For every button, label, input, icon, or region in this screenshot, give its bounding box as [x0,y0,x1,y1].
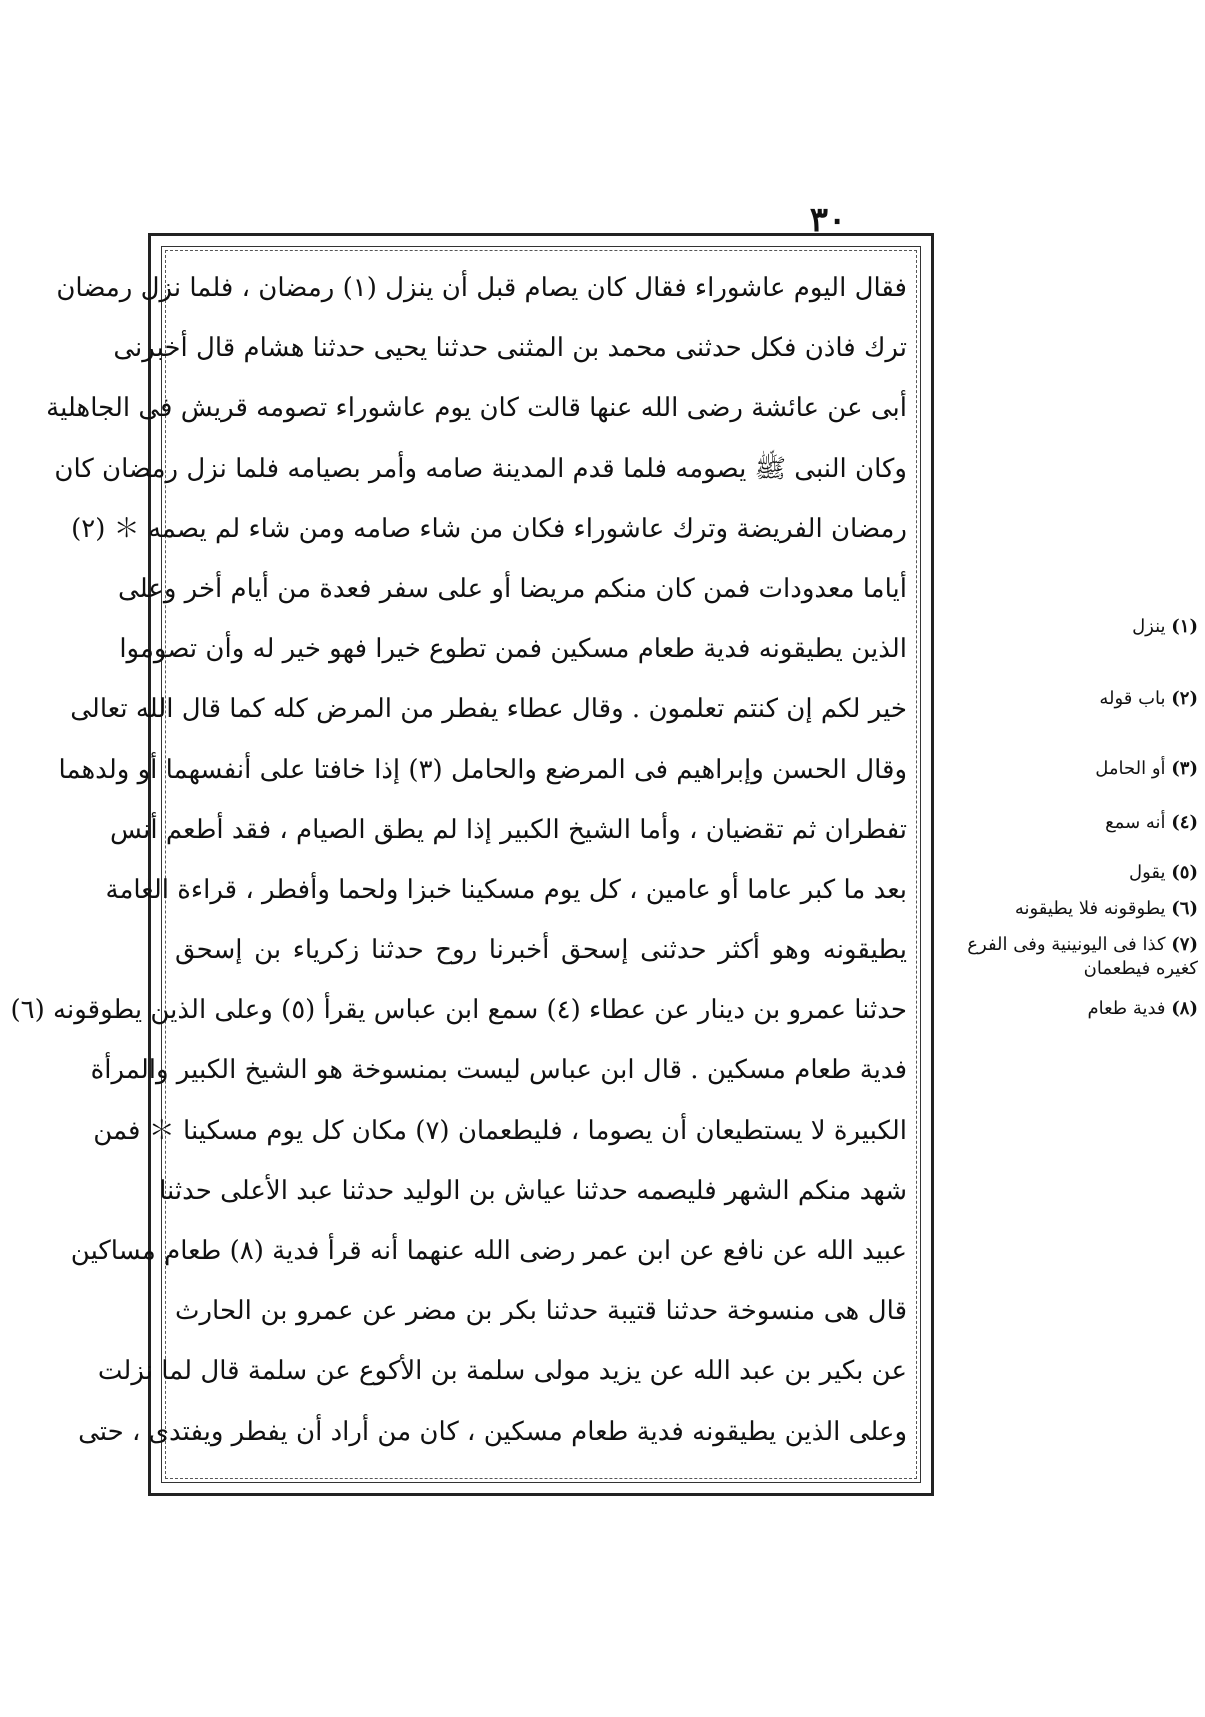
text-frame [10,233,934,1496]
text-line: قال هى منسوخة حدثنا قتيبة حدثنا بكر بن مضر عن عمرو بن الحارث [175,1296,907,1327]
margin-note [938,997,1198,1021]
note-number: (٦) [1171,898,1198,919]
text-line: يطيقونه وهو أكثر حدثنى إسحق أخبرنا روح حدثنا زكرياء بن إسحق [175,935,907,966]
note-text: أنه سمع [1105,812,1166,833]
note-text: ينزل [1132,616,1166,637]
note-number: (٨) [1171,998,1198,1019]
text-line: رمضان الفريضة وترك عاشوراء فكان من شاء صامه ومن شاء لم يصمه ＊ (٢) [71,513,907,544]
note-number: (٧) [1171,934,1198,955]
note-number: (١) [1171,616,1198,637]
text-line: وكان النبى ﷺ يصومه فلما قدم المدينة صامه وأمر بصيامه فلما نزل رمضان كان [54,453,907,484]
note-number: (٢) [1171,688,1198,709]
text-line: أياما معدودات فمن كان منكم مريضا أو على سفر فعدة من أيام أخر وعلى [118,573,907,604]
text-line: تفطران ثم تقضيان ، وأما الشيخ الكبير إذا لم يطق الصيام ، فقد أطعم أنس [110,814,907,845]
text-line: فدية طعام مسكين . قال ابن عباس ليست بمنسوخة هو الشيخ الكبير والمرأة [90,1055,907,1086]
text-line: بعد ما كبر عاما أو عامين ، كل يوم مسكينا خبزا ولحما وأفطر ، قراءة العامة [105,874,907,905]
note-text: أو الحامل [1095,758,1166,779]
text-line: ترك فاذن فكل حدثنى محمد بن المثنى حدثنا يحيى حدثنا هشام قال أخبرنى [113,333,907,364]
text-line: عن بكير بن عبد الله عن يزيد مولى سلمة بن الأكوع عن سلمة قال لما نزلت [97,1356,907,1387]
text-line: الذين يطيقونه فدية طعام مسكين فمن تطوع خيرا فهو خير له وأن تصوموا [119,634,907,665]
margin-note [938,811,1198,835]
main-text [10,258,907,1473]
text-line: شهد منكم الشهر فليصمه حدثنا عياش بن الوليد حدثنا عبد الأعلى حدثنا [159,1175,907,1206]
note-number: (٣) [1171,758,1198,779]
note-number: (٤) [1171,812,1198,833]
note-text: فدية طعام [1087,998,1166,1019]
text-line: الكبيرة لا يستطيعان أن يصوما ، فليطعمان (٧) مكان كل يوم مسكينا ＊ فمن [93,1115,907,1146]
text-line: وقال الحسن وإبراهيم فى المرضع والحامل (٣) إذا خافتا على أنفسهما أو ولدهما [58,754,907,785]
text-line: وعلى الذين يطيقونه فدية طعام مسكين ، كان من أراد أن يفطر ويفتدى ، حتى [78,1416,907,1447]
text-line: أبى عن عائشة رضى الله عنها قالت كان يوم عاشوراء تصومه قريش فى الجاهلية [46,393,907,424]
note-text: كذا فى اليونينية وفى الفرع كغيره فيطعمان [967,934,1198,979]
margin-note [938,861,1198,885]
margin-note [938,933,1198,981]
note-text: يقول [1129,862,1166,883]
text-line: حدثنا عمرو بن دينار عن عطاء (٤) سمع ابن عباس يقرأ (٥) وعلى الذين يطوقونه (٦) [10,995,907,1026]
note-number: (٥) [1171,862,1198,883]
note-text: يطوقونه فلا يطيقونه [1014,898,1166,919]
margin-note [938,687,1198,711]
text-line: خير لكم إن كنتم تعلمون . وقال عطاء يفطر من المرض كله كما قال الله تعالى [70,694,907,725]
margin-note [938,757,1198,781]
margin-note [938,897,1198,921]
text-line: عبيد الله عن نافع عن ابن عمر رضى الله عنهما أنه قرأ فدية (٨) طعام مساكين [70,1236,907,1266]
margin-note [938,615,1198,639]
text-line: فقال اليوم عاشوراء فقال كان يصام قبل أن ينزل (١) رمضان ، فلما نزل رمضان [56,273,907,303]
page-number: ٣٠ [809,200,847,240]
note-text: باب قوله [1099,688,1166,709]
